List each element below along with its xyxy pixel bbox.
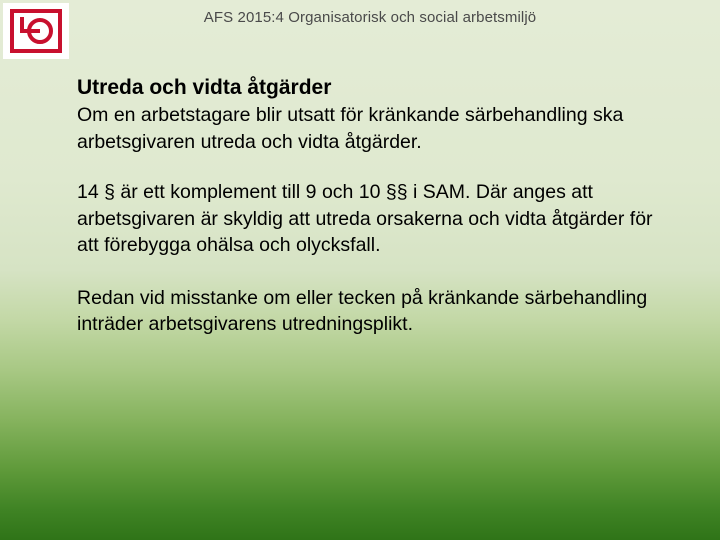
paragraph-3: Redan vid misstanke om eller tecken på kränkande särbehandling inträder arbetsgivarens utredningsplikt. <box>77 286 648 335</box>
slide-heading: Utreda och vidta åtgärder <box>77 76 332 99</box>
presentation-header: AFS 2015:4 Organisatorisk och social arbetsmiljö <box>203 9 537 26</box>
paragraph-2: 14 § är ett komplement till 9 och 10 §§ i SAM. Där anges att arbetsgivaren är skyldig att utreda orsakerna och vidta åtgärder för att förebygga ohälsa och olycksfall. <box>77 181 653 256</box>
slide-content <box>77 76 677 338</box>
paragraph-1: Om en arbetstagare blir utsatt för kränkande särbehandling ska arbetsgivaren utreda och vidta åtgärder. <box>77 104 624 153</box>
